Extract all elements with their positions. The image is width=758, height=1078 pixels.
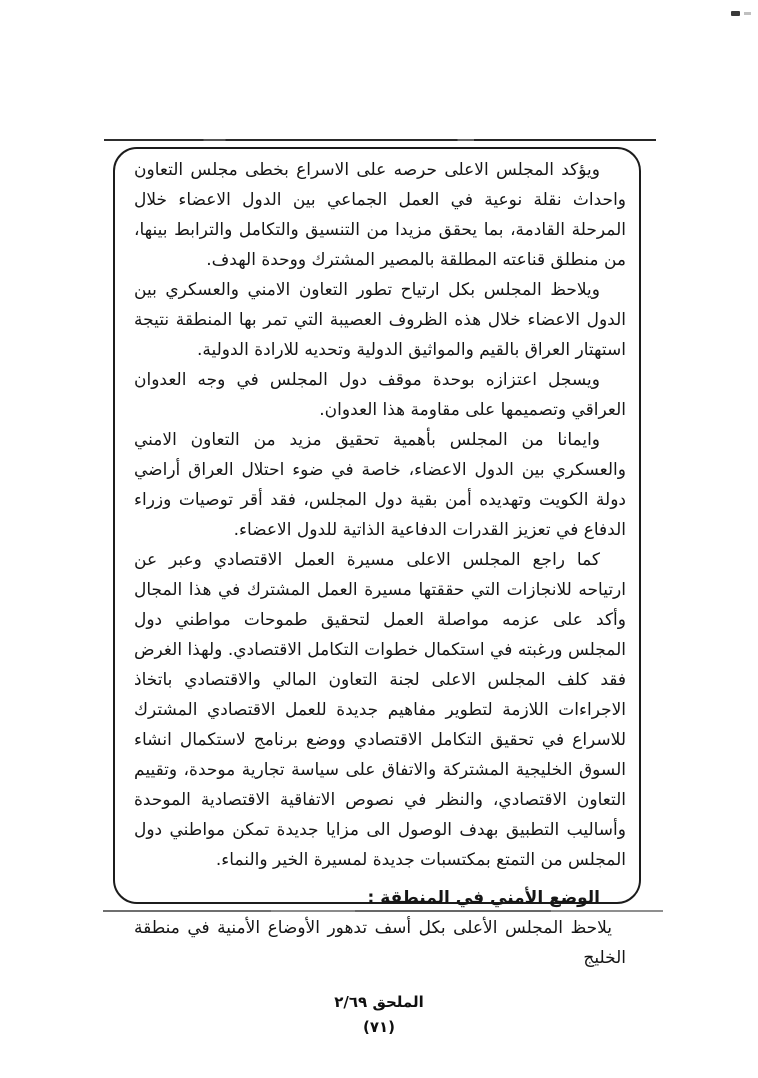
scan-artifact-mark xyxy=(744,12,751,15)
paragraph: وايمانا من المجلس بأهمية تحقيق مزيد من التعاون الامني والعسكري بين الدول الاعضاء، خاصة في ضوء احتلال العراق أراضي دولة الكويت وتهديده أمن بقية دول المجلس، فقد أقر توصيات وزراء الدفاع في تعزيز القدرات الدفاعية الذاتية للدول الاعضاء. xyxy=(134,430,626,540)
scan-echo-line-top xyxy=(104,139,656,141)
annex-label: الملحق ٢/٦٩ xyxy=(334,993,424,1011)
scan-artifact-mark xyxy=(731,11,740,16)
paragraph: ويؤكد المجلس الاعلى حرصه على الاسراع بخطى مجلس التعاون واحداث نقلة نوعية في العمل الجماعي بين الدول الاعضاء خلال المرحلة القادمة، بما يحقق مزيدا من التنسيق والتكامل والترابط بينها، من منطلق قناعته المطلقة بالمصير المشترك ووحدة الهدف. xyxy=(134,160,626,270)
document-body xyxy=(134,155,626,973)
page-footer xyxy=(0,992,758,1037)
paragraph: يلاحظ المجلس الأعلى بكل أسف تدهور الأوضاع الأمنية في منطقة الخليج xyxy=(134,918,626,968)
section-heading: الوضع الأمني في المنطقة : xyxy=(367,888,600,908)
paragraph: ويلاحظ المجلس بكل ارتياح تطور التعاون الامني والعسكري بين الدول الاعضاء خلال هذه الظروف العصيبة التي تمر بها المنطقة نتيجة استهتار العراق بالقيم والمواثيق الدولية وتحديه للارادة الدولية. xyxy=(134,280,626,360)
paragraph: ويسجل اعتزازه بوحدة موقف دول المجلس في وجه العدوان العراقي وتصميمها على مقاومة هذا العدوان. xyxy=(134,370,626,420)
paragraph: كما راجع المجلس الاعلى مسيرة العمل الاقتصادي وعبر عن ارتياحه للانجازات التي حققتها مسيرة العمل المشترك في هذا المجال وأكد على عزمه مواصلة العمل لتحقيق طموحات مواطني دول المجلس ورغبته في استكمال خطوات التكامل الاقتصادي. ولهذا الغرض فقد كلف المجلس الاعلى لجنة التعاون المالي والاقتصادي باتخاذ الاجراءات اللازمة لتطوير مفاهيم جديدة للعمل الاقتصادي المشترك للاسراع في تحقيق التكامل الاقتصادي ووضع برنامج لاستكمال انشاء السوق الخليجية المشتركة والاتفاق على سياسة تجارية موحدة، وتقييم التعاون الاقتصادي، والنظر في نصوص الاتفاقية الاقتصادية الموحدة وأساليب التطبيق بهدف الوصول الى مزايا جديدة تمكن مواطني دول المجلس من التمتع بمكتسبات جديدة لمسيرة الخير والنماء. xyxy=(134,550,626,870)
page-number: (٧١) xyxy=(362,1018,396,1036)
